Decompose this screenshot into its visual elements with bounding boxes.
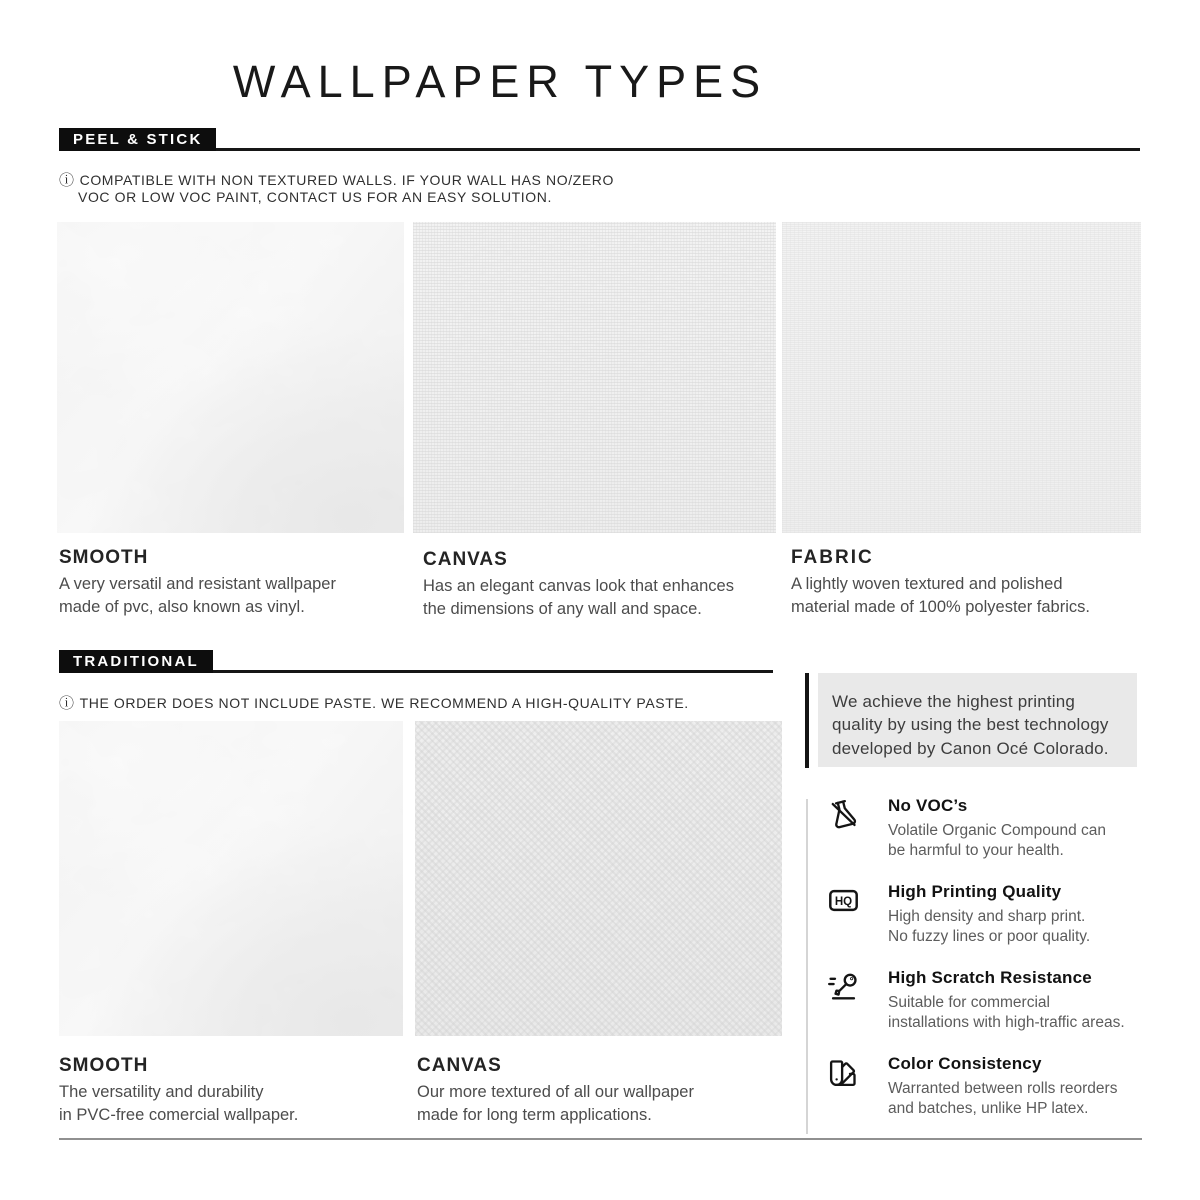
feature-high-printing-quality bbox=[805, 882, 1165, 946]
peel-stick-fabric-desc bbox=[791, 573, 1090, 618]
feature-desc bbox=[888, 1079, 1165, 1118]
desc-line: Has an elegant canvas look that enhances bbox=[423, 577, 734, 595]
fabric-texture-grain bbox=[782, 222, 1141, 533]
rough-canvas-texture-grain bbox=[415, 721, 782, 1036]
desc-line: No fuzzy lines or poor quality. bbox=[888, 927, 1091, 945]
feature-color-consistency bbox=[805, 1054, 1165, 1118]
traditional-smooth-desc bbox=[59, 1081, 298, 1126]
peel-stick-smooth-swatch-image bbox=[57, 222, 404, 533]
feature-desc bbox=[888, 993, 1165, 1032]
page-title: WALLPAPER TYPES bbox=[232, 56, 768, 107]
info-icon: ⓘ bbox=[59, 695, 75, 712]
info-icon: ⓘ bbox=[59, 172, 75, 189]
color-swatchbook-icon bbox=[827, 1056, 860, 1089]
peel-stick-canvas-desc bbox=[423, 575, 734, 620]
desc-line: Suitable for commercial bbox=[888, 994, 1050, 1011]
traditional-smooth-name: SMOOTH bbox=[59, 1055, 149, 1076]
no-voc-flask-icon bbox=[827, 798, 860, 831]
peel-stick-canvas-swatch-image bbox=[413, 222, 776, 533]
peel-stick-fabric-name: FABRIC bbox=[791, 547, 874, 568]
feature-title: High Scratch Resistance bbox=[888, 968, 1092, 987]
desc-line: material made of 100% polyester fabrics. bbox=[791, 597, 1090, 616]
hq-icon-text: HQ bbox=[834, 896, 853, 909]
peel-stick-note-line2: VOC OR LOW VOC PAINT, CONTACT US FOR AN EASY SOLUTION. bbox=[78, 189, 552, 205]
desc-line: Our more textured of all our wallpaper bbox=[417, 1083, 694, 1101]
desc-line: be harmful to your health. bbox=[888, 841, 1064, 859]
traditional-canvas-name: CANVAS bbox=[417, 1055, 502, 1076]
peel-stick-smooth-desc bbox=[59, 573, 336, 618]
desc-line: the dimensions of any wall and space. bbox=[423, 599, 702, 618]
peel-stick-smooth-name: SMOOTH bbox=[59, 547, 149, 568]
bottom-divider-line bbox=[59, 1138, 1142, 1140]
traditional-canvas-desc bbox=[417, 1081, 694, 1126]
feature-title: Color Consistency bbox=[888, 1054, 1042, 1073]
feature-high-scratch-resistance bbox=[805, 968, 1165, 1032]
desc-line: made of pvc, also known as vinyl. bbox=[59, 597, 305, 616]
quote-line: quality by using the best technology bbox=[832, 715, 1109, 735]
smooth-texture-grain bbox=[57, 222, 404, 533]
desc-line: The versatility and durability bbox=[59, 1083, 264, 1101]
scratch-resistance-key-icon bbox=[827, 970, 860, 1003]
peel-stick-fabric-swatch-image bbox=[782, 222, 1141, 533]
desc-line: A lightly woven textured and polished bbox=[791, 575, 1063, 593]
traditional-note-line1 bbox=[59, 692, 689, 713]
quote-line: We achieve the highest printing bbox=[832, 692, 1076, 711]
canvas-texture-grain bbox=[413, 222, 776, 533]
desc-line: Volatile Organic Compound can bbox=[888, 822, 1106, 839]
peel-stick-section-label: PEEL & STICK bbox=[59, 128, 216, 151]
feature-desc bbox=[888, 907, 1165, 946]
desc-line: installations with high-traffic areas. bbox=[888, 1013, 1125, 1031]
traditional-section-label: TRADITIONAL bbox=[59, 650, 213, 673]
traditional-canvas-swatch-image bbox=[415, 721, 782, 1036]
desc-line: in PVC-free comercial wallpaper. bbox=[59, 1105, 299, 1124]
peel-stick-canvas-name: CANVAS bbox=[423, 549, 508, 570]
printing-quality-quote bbox=[818, 673, 1137, 767]
traditional-note-text: THE ORDER DOES NOT INCLUDE PASTE. WE RECOMMEND A HIGH-QUALITY PASTE. bbox=[79, 695, 689, 711]
peel-stick-underline bbox=[59, 148, 1140, 151]
desc-line: and batches, unlike HP latex. bbox=[888, 1099, 1089, 1117]
peel-stick-note-line1 bbox=[59, 169, 614, 190]
smooth-texture-grain bbox=[59, 721, 403, 1036]
desc-line: Warranted between rolls reorders bbox=[888, 1080, 1118, 1097]
traditional-smooth-swatch-image bbox=[59, 721, 403, 1036]
high-quality-hq-icon bbox=[827, 884, 860, 917]
feature-title: No VOC’s bbox=[888, 796, 968, 815]
quote-accent-bar bbox=[805, 673, 809, 768]
desc-line: High density and sharp print. bbox=[888, 908, 1086, 925]
feature-no-vocs bbox=[805, 796, 1165, 860]
desc-line: made for long term applications. bbox=[417, 1105, 652, 1124]
feature-desc bbox=[888, 821, 1165, 860]
quote-line: developed by Canon Océ Colorado. bbox=[832, 738, 1109, 758]
peel-stick-note-text1: COMPATIBLE WITH NON TEXTURED WALLS. IF YOUR WALL HAS NO/ZERO bbox=[79, 172, 614, 188]
desc-line: A very versatil and resistant wallpaper bbox=[59, 575, 336, 593]
feature-title: High Printing Quality bbox=[888, 882, 1062, 901]
